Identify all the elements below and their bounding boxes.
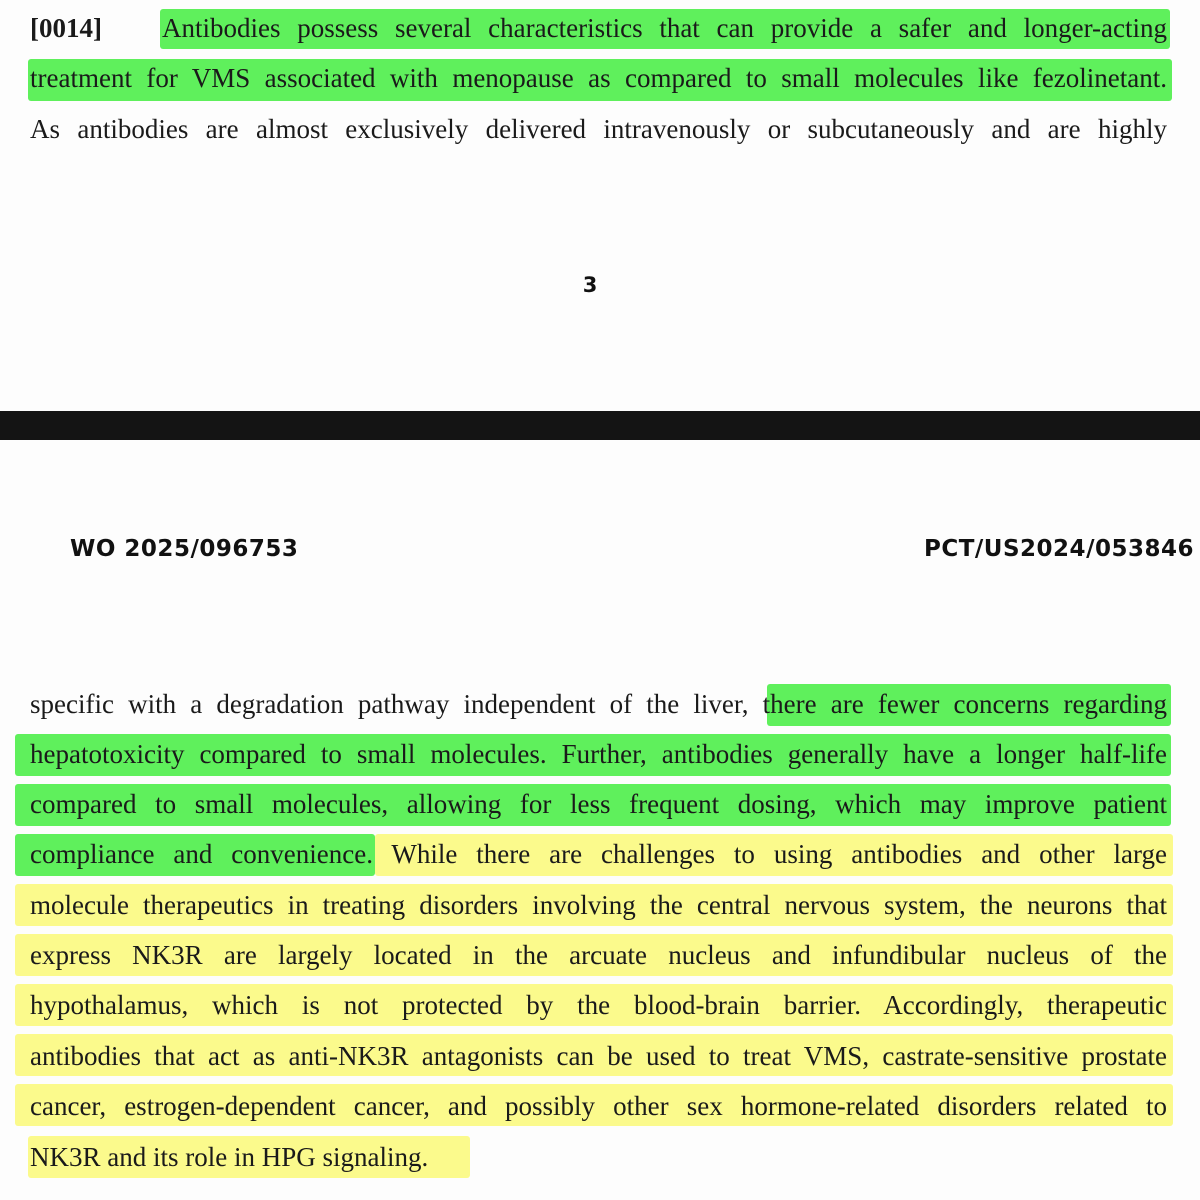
text-line: antibodies that act as anti-NK3R antagonists can be used to treat VMS, castrate-sensitive prostate [30,1041,1167,1071]
text-line: hypothalamus, which is not protected by the blood-brain barrier. Accordingly, therapeutic [30,990,1167,1020]
text-line [30,8,1167,48]
text-line: express NK3R are largely located in the arcuate nucleus and infundibular nucleus of the [30,940,1167,970]
document-page-top [0,0,1200,411]
text-line: specific with a degradation pathway independent of the liver, there are fewer concerns regarding [30,689,1167,719]
page-number: 3 [582,273,598,297]
text-line: molecule therapeutics in treating disorders involving the central nervous system, the neurons that [30,890,1167,920]
text-line: NK3R and its role in HPG signaling. [30,1142,429,1172]
publication-number: WO 2025/096753 [70,536,299,562]
text-line: compared to small molecules, allowing for less frequent dosing, which may improve patient [30,789,1167,819]
text-line: As antibodies are almost exclusively delivered intravenously or subcutaneously and are highly [30,114,1167,144]
text-line: compliance and convenience. While there are challenges to using antibodies and other large [30,839,1167,869]
text-line: hepatotoxicity compared to small molecules. Further, antibodies generally have a longer half-life [30,739,1167,769]
text-line: treatment for VMS associated with menopause as compared to small molecules like fezolinetant. [30,63,1167,93]
page-divider [0,411,1200,440]
paragraph-number: [0014] [30,13,102,43]
text-line-content: Antibodies possess several characteristics that can provide a safer and longer-acting [162,13,1167,43]
application-number: PCT/US2024/053846 [923,536,1194,562]
text-line: cancer, estrogen-dependent cancer, and possibly other sex hormone-related disorders related to [30,1091,1167,1121]
